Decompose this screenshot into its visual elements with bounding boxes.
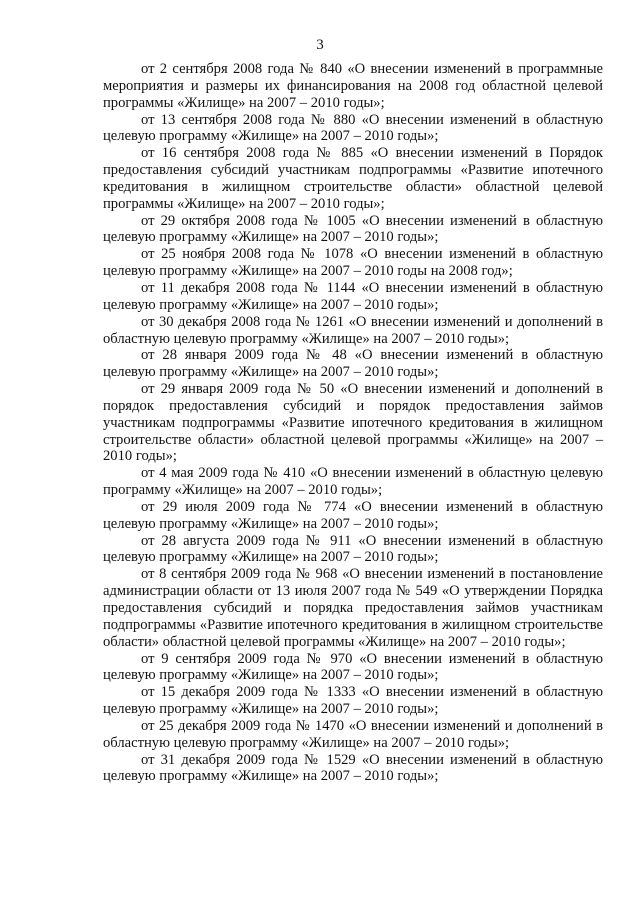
paragraph-decree-48: от 28 января 2009 года № 48 «О внесении изменений в областную целевую программу «Жилище» на 2007 – 2010 годы»; (103, 347, 603, 381)
paragraph-decree-885: от 16 сентября 2008 года № 885 «О внесении изменений в Порядок предоставления субсидий участникам подпрограммы «Развитие ипотечного кредитования в жилищном строительстве области» областной целевой программы «Жилище» на 2007 – 2010 годы»; (103, 145, 603, 212)
paragraph-decree-1261: от 30 декабря 2008 года № 1261 «О внесении изменений и дополнений в областную целевую программу «Жилище» на 2007 – 2010 годы»; (103, 313, 603, 347)
paragraph-decree-1005: от 29 октября 2008 года № 1005 «О внесении изменений в областную целевую программу «Жилище» на 2007 – 2010 годы»; (103, 212, 603, 246)
paragraph-decree-1078: от 25 ноября 2008 года № 1078 «О внесении изменений в областную целевую программу «Жилище» на 2007 – 2010 годы на 2008 год»; (103, 246, 603, 280)
paragraph-decree-1144: от 11 декабря 2008 года № 1144 «О внесении изменений в областную целевую программу «Жилище» на 2007 – 2010 годы»; (103, 279, 603, 313)
paragraph-decree-774: от 29 июля 2009 года № 774 «О внесении изменений в областную целевую программу «Жилище» на 2007 – 2010 годы»; (103, 498, 603, 532)
paragraph-decree-1470: от 25 декабря 2009 года № 1470 «О внесении изменений и дополнений в областную целевую программу «Жилище» на 2007 – 2010 годы»; (103, 717, 603, 751)
paragraph-decree-970: от 9 сентября 2009 года № 970 «О внесении изменений в областную целевую программу «Жилище» на 2007 – 2010 годы»; (103, 650, 603, 684)
document-body (103, 61, 603, 785)
paragraph-decree-880: от 13 сентября 2008 года № 880 «О внесении изменений в областную целевую программу «Жилище» на 2007 – 2010 годы»; (103, 111, 603, 145)
paragraph-decree-968: от 8 сентября 2009 года № 968 «О внесении изменений в постановление администрации области от 13 июля 2007 года № 549 «О утверждении Порядка предоставления субсидий и порядка предоставления займов участникам подпрограммы «Развитие ипотечного кредитования в жилищном строительстве области» областной целевой программы «Жилище» на 2007 – 2010 годы»; (103, 566, 603, 650)
paragraph-decree-1333: от 15 декабря 2009 года № 1333 «О внесении изменений в областную целевую программу «Жилище» на 2007 – 2010 годы»; (103, 684, 603, 718)
paragraph-decree-911: от 28 августа 2009 года № 911 «О внесении изменений в областную целевую программу «Жилище» на 2007 – 2010 годы»; (103, 532, 603, 566)
paragraph-decree-1529: от 31 декабря 2009 года № 1529 «О внесении изменений в областную целевую программу «Жилище» на 2007 – 2010 годы»; (103, 751, 603, 785)
paragraph-decree-840: от 2 сентября 2008 года № 840 «О внесении изменений в программные мероприятия и размеры их финансирования на 2008 год областной целевой программы «Жилище» на 2007 – 2010 годы»; (103, 61, 603, 111)
page-number: 3 (316, 37, 324, 53)
paragraph-decree-410: от 4 мая 2009 года № 410 «О внесении изменений в областную целевую программу «Жилище» на 2007 – 2010 годы»; (103, 465, 603, 499)
paragraph-decree-50: от 29 января 2009 года № 50 «О внесении изменений и дополнений в порядок предоставления субсидий и порядок предоставления займов участникам подпрограммы «Развитие ипотечного кредитования в жилищном строительстве области» областной целевой программы «Жилище» на 2007 – 2010 годы»; (103, 381, 603, 465)
